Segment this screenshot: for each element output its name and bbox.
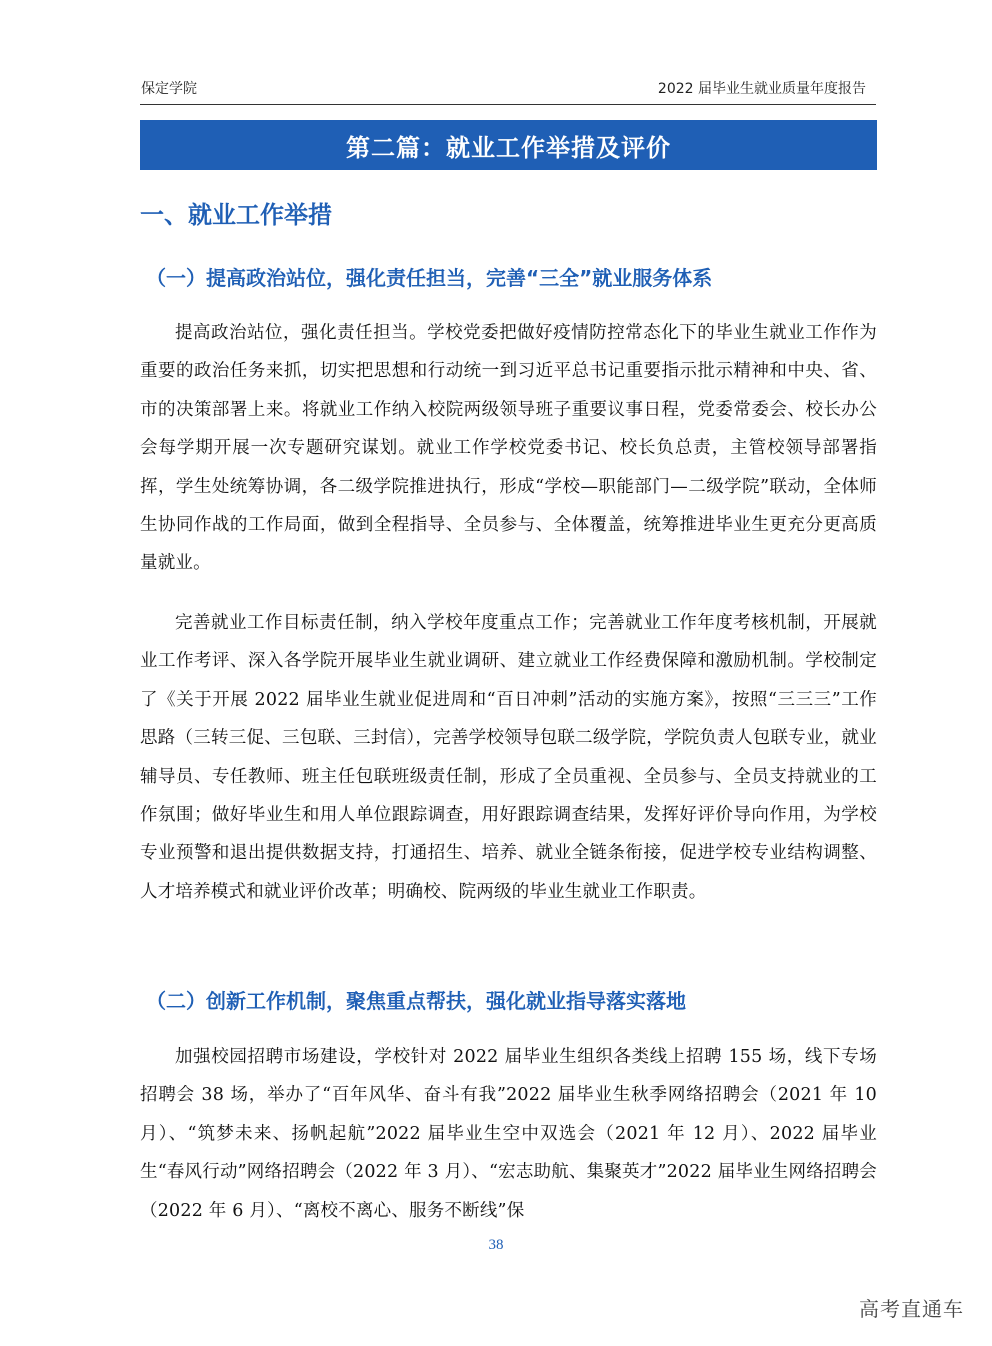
subsection-heading-1: （一）提高政治站位，强化责任担当，完善“三全”就业服务体系 [146, 266, 713, 290]
paragraph: 完善就业工作目标责任制，纳入学校年度重点工作；完善就业工作年度考核机制，开展就业工作考评、深入各学院开展毕业生就业调研、建立就业工作经费保障和激励机制。学校制定了《关于开展 2022 届毕业生就业促进周和“百日冲刺”活动的实施方案》，按照“三三三”工作思路（三转三促、三包联、三封信），完善学校领导包联二级学院，学院负责人包联专业，就业辅导员、专任教师、班主任包联班级责任制，形成了全员重视、全员参与、全员支持就业的工作氛围；做好毕业生和用人单位跟踪调查，用好跟踪调查结果，发挥好评价导向作用，为学校专业预警和退出提供数据支持，打通招生、培养、就业全链条衔接，促进学校专业结构调整、人才培养模式和就业评价改革；明确校、院两级的毕业生就业工作职责。 [140, 613, 877, 902]
header-report-title: 2022 届毕业生就业质量年度报告 [657, 81, 866, 97]
subsection-heading-2: （二）创新工作机制，聚焦重点帮扶，强化就业指导落实落地 [146, 989, 686, 1013]
chapter-title: 第二篇：就业工作举措及评价 [346, 133, 671, 162]
page-number: 38 [488, 1237, 504, 1253]
section-heading: 一、就业工作举措 [140, 201, 332, 229]
paragraph: 提高政治站位，强化责任担当。学校党委把做好疫情防控常态化下的毕业生就业工作作为重要的政治任务来抓，切实把思想和行动统一到习近平总书记重要指示批示精神和中央、省、市的决策部署上来。将就业工作纳入校院两级领导班子重要议事日程，党委常委会、校长办公会每学期开展一次专题研究谋划。就业工作学校党委书记、校长负总责，主管校领导部署指挥，学生处统筹协调，各二级学院推进执行，形成“学校—职能部门—二级学院”联动，全体师生协同作战的工作局面，做到全程指导、全员参与、全体覆盖，统筹推进毕业生更充分更高质量就业。 [140, 323, 877, 574]
header-divider [140, 104, 876, 105]
chapter-banner [140, 120, 877, 170]
paragraph: 加强校园招聘市场建设，学校针对 2022 届毕业生组织各类线上招聘 155 场，线下专场招聘会 38 场，举办了“百年风华、奋斗有我”2022 届毕业生秋季网络招聘会（2021 年 10 月）、“筑梦未来、扬帆起航”2022 届毕业生空中双选会（2021 年 12 月）、2022 届毕业生“春风行动”网络招聘会（2022 年 3 月）、“宏志助航、集聚英才”2022 届毕业生网络招聘会（2022 年 6 月）、“离校不离心、服务不断线”保 [140, 1047, 877, 1221]
watermark-text: 高考直通车 [859, 1297, 964, 1321]
header-school-name: 保定学院 [141, 81, 197, 97]
